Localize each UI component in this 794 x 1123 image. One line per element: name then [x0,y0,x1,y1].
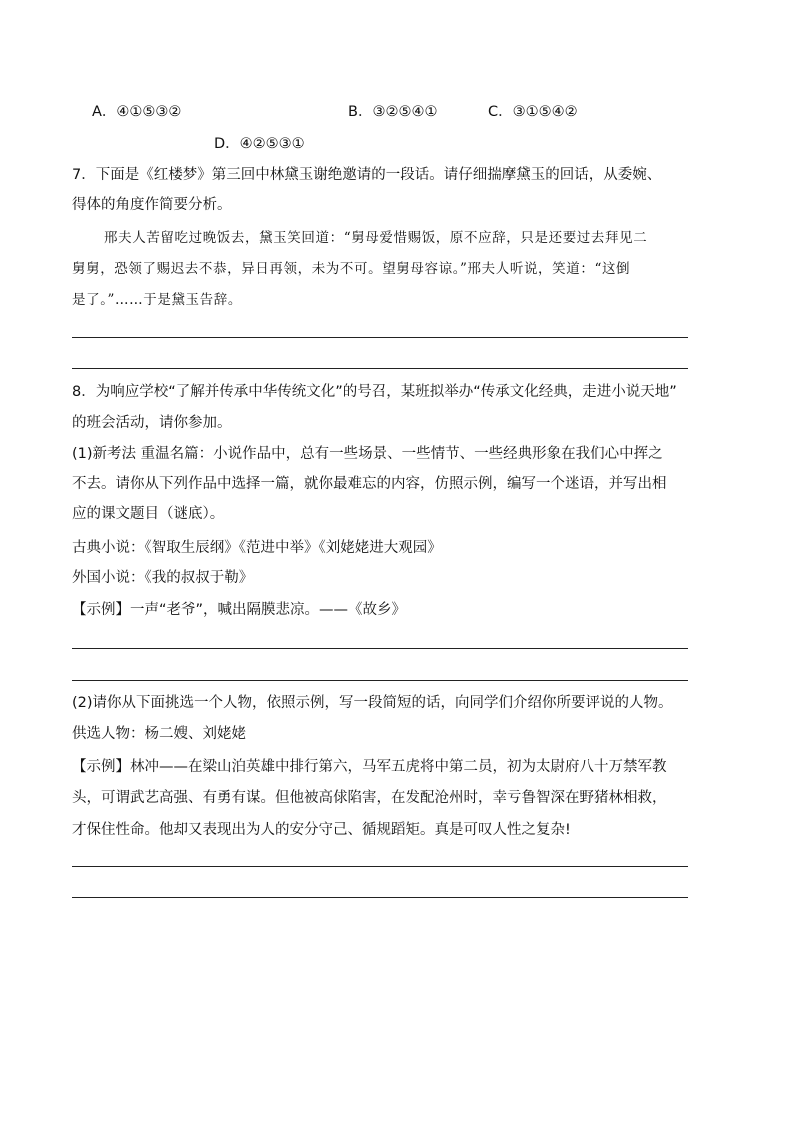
option-b-key: B． [348,104,373,120]
q7-prompt-line: 7．下面是《红楼梦》第三回中林黛玉谢绝邀请的一段话。请仔细揣摩黛玉的回话，从委婉、 [72,167,662,183]
q8-intro-line: 的班会活动，请你参加。 [72,415,232,431]
q8-example-line: 【示例】一声“老爷”，喊出隔膜悲凉。——《故乡》 [72,602,407,618]
option-a [92,102,181,122]
option-d-key: D． [214,136,240,152]
option-c-value: ③①⑤④② [512,104,578,120]
q8-part2-line: (2)请你从下面挑选一个人物，依照示例，写一段简短的话，向同学们介绍你所要评说的人物。 [72,695,673,711]
q7-prompt-line: 得体的角度作简要分析。 [72,197,232,213]
answer-line[interactable] [72,680,688,681]
q8-part2-line: 才保住性命。他却又表现出为人的安分守己、循规蹈矩。真是可叹人性之复杂! [72,822,571,838]
q8-part1-line: 应的课文题目（谜底）。 [72,506,225,522]
q7-quote-line: 邢夫人苦留吃过晚饭去，黛玉笑回道：“舅母爱惜赐饭，原不应辞，只是还要过去拜见二 [104,230,648,246]
answer-line[interactable] [72,648,688,649]
option-b-value: ③②⑤④① [372,104,438,120]
option-c-key: C． [488,104,513,120]
q8-part1-line: 不去。请你从下列作品中选择一篇，就你最难忘的内容，仿照示例，编写一个迷语，并写出相 [72,476,667,492]
option-a-key: A． [92,104,117,120]
option-a-value: ④①⑤③② [116,104,182,120]
q8-part1-line: (1)新考法 重温名篇：小说作品中，总有一些场景、一些情节、一些经典形象在我们心中挥之 [72,446,663,462]
option-d-value: ④②⑤③① [239,136,305,152]
answer-line[interactable] [72,337,688,338]
answer-line[interactable] [72,897,688,898]
q7-quote-line: 舅舅，恐领了赐迟去不恭，异日再领，未为不可。望舅母容谅。”邢夫人听说，笑道：“这倒 [72,261,631,277]
option-c [488,102,578,122]
q7-quote-line: 是了。”……于是黛玉告辞。 [72,292,242,308]
option-b [348,102,437,122]
answer-line[interactable] [72,866,688,867]
q8-intro-line: 8．为响应学校“了解并传承中华传统文化”的号召，某班拟举办“传承文化经典，走进小说天地” [72,384,677,400]
answer-line[interactable] [72,368,688,369]
q8-part2-line: 供选人物：杨二嫂、刘姥姥 [72,726,246,742]
q8-part1-line: 外国小说：《我的叔叔于勒》 [72,570,254,586]
q8-part2-line: 【示例】林冲——在梁山泊英雄中排行第六，马军五虎将中第二员，初为太尉府八十万禁军教 [72,759,667,775]
option-d [214,134,305,154]
q8-part2-line: 头，可谓武艺高强、有勇有谋。但他被高俅陷害，在发配沧州时，幸亏鲁智深在野猪林相救， [72,790,667,806]
q8-part1-line: 古典小说：《智取生辰纲》《范进中举》《刘姥姥进大观园》 [72,540,442,556]
